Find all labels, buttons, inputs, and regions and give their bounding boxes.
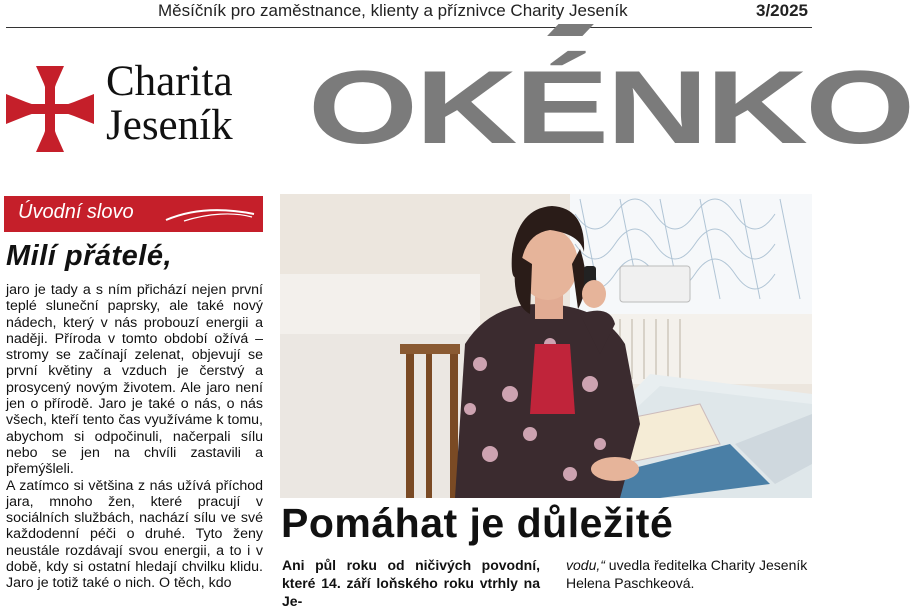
greeting: Milí přátelé, <box>6 240 173 272</box>
newsletter-subtitle: Měsíčník pro zaměstnance, klienty a příznivce Charity Jeseník <box>158 1 628 20</box>
intro-paragraph: A zatímco si většina z nás užívá příchod jara, mnoho žen, které pracují v sociálních službách, nachází sílu ve své každodenní péči o druhé. Tyto ženy neustále rozdávají svou energii, a to i v době, kdy si ostatní hledají chvilku klidu. Jaro je totiž také o nich. O těch, kdo <box>6 477 263 592</box>
masthead-part-1: OK <box>308 50 515 166</box>
masthead-title <box>308 52 912 164</box>
section-label-bar <box>4 196 263 232</box>
brand-name <box>106 60 233 148</box>
article-lead: Ani půl roku od ničivých povodní, které 14. září loňského roku vtrhly na Je- <box>282 557 540 609</box>
header-rule <box>6 27 812 28</box>
quote-text: uvedla ředitelka Charity Jeseník Helena Paschkeová. <box>566 557 808 591</box>
intro-paragraph: jaro je tady a s ním přichází nejen první teplé sluneční paprsky, ale také nový nádech, který v nás probouzí energii a naději. Příroda v tomto období ožívá – stromy se začínají zelenat, objevují se první květiny a vzduch je čerstvý a prosycený novým životem. Ale jaro není jen o přírodě. Jaro je také o nás, o nás všech, kteří tento čas využíváme k tomu, abychom si odpočinuli, načerpali sílu nebo se jen na chvíli zastavili a přemýšleli. <box>6 282 263 478</box>
masthead-part-2: NKO <box>606 50 913 166</box>
article-quote <box>566 556 812 592</box>
brand-line-1: Charita <box>106 58 233 105</box>
issue-number: 3/2025 <box>756 1 808 20</box>
charita-cross-icon <box>6 64 94 154</box>
top-bar <box>0 0 820 30</box>
brand-line-2: Jeseník <box>106 102 233 149</box>
masthead-accented-letter: É <box>514 50 607 166</box>
quote-italic-part: vodu,“ <box>566 557 605 573</box>
section-label: Úvodní slovo <box>18 201 134 223</box>
article-headline: Pomáhat je důležité <box>281 500 674 546</box>
swoosh-decoration-icon <box>164 206 256 224</box>
article-photo <box>280 194 812 498</box>
intro-text <box>6 282 263 592</box>
